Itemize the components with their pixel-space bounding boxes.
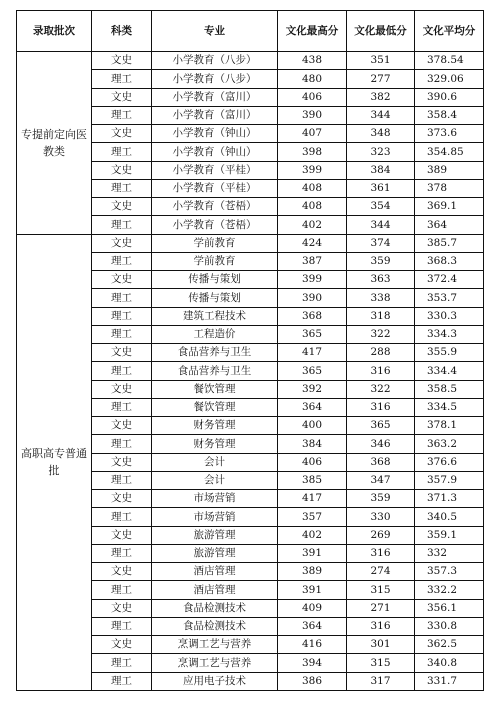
avg-score-cell: 357.3 xyxy=(415,563,484,581)
major-cell: 小学教育（苍梧） xyxy=(152,198,278,216)
min-score-cell: 277 xyxy=(347,70,415,88)
major-cell: 学前教育 xyxy=(152,252,278,270)
avg-score-cell: 378.1 xyxy=(415,417,484,435)
subject-category-cell: 理工 xyxy=(92,672,152,690)
max-score-cell: 480 xyxy=(278,70,347,88)
subject-category-cell: 理工 xyxy=(92,581,152,599)
max-score-cell: 391 xyxy=(278,581,347,599)
min-score-cell: 323 xyxy=(347,143,415,161)
major-cell: 餐饮管理 xyxy=(152,398,278,416)
min-score-cell: 315 xyxy=(347,654,415,672)
avg-score-cell: 329.06 xyxy=(415,70,484,88)
major-cell: 小学教育（富川） xyxy=(152,106,278,124)
major-cell: 酒店管理 xyxy=(152,563,278,581)
major-cell: 小学教育（钟山） xyxy=(152,125,278,143)
min-score-cell: 301 xyxy=(347,636,415,654)
avg-score-cell: 334.5 xyxy=(415,398,484,416)
avg-score-cell: 389 xyxy=(415,161,484,179)
avg-score-cell: 378.54 xyxy=(415,52,484,70)
min-score-cell: 344 xyxy=(347,106,415,124)
subject-category-cell: 文史 xyxy=(92,380,152,398)
major-cell: 酒店管理 xyxy=(152,581,278,599)
avg-score-cell: 340.5 xyxy=(415,508,484,526)
avg-score-cell: 363.2 xyxy=(415,435,484,453)
min-score-cell: 347 xyxy=(347,471,415,489)
max-score-cell: 406 xyxy=(278,453,347,471)
max-score-cell: 365 xyxy=(278,325,347,343)
major-cell: 小学教育（富川） xyxy=(152,88,278,106)
max-score-cell: 390 xyxy=(278,289,347,307)
avg-score-cell: 368.3 xyxy=(415,252,484,270)
subject-category-cell: 文史 xyxy=(92,490,152,508)
batch-cell: 专提前定向医教类 xyxy=(17,52,92,235)
min-score-cell: 315 xyxy=(347,581,415,599)
min-score-cell: 363 xyxy=(347,271,415,289)
subject-category-cell: 理工 xyxy=(92,307,152,325)
subject-category-cell: 文史 xyxy=(92,417,152,435)
avg-score-cell: 356.1 xyxy=(415,599,484,617)
subject-category-cell: 理工 xyxy=(92,544,152,562)
avg-score-cell: 332.2 xyxy=(415,581,484,599)
subject-category-cell: 理工 xyxy=(92,362,152,380)
min-score-cell: 316 xyxy=(347,362,415,380)
subject-category-cell: 理工 xyxy=(92,654,152,672)
min-score-cell: 359 xyxy=(347,252,415,270)
subject-category-cell: 文史 xyxy=(92,198,152,216)
table-header xyxy=(17,11,484,52)
avg-score-cell: 364 xyxy=(415,216,484,234)
min-score-cell: 322 xyxy=(347,380,415,398)
major-cell: 食品检测技术 xyxy=(152,599,278,617)
min-score-cell: 354 xyxy=(347,198,415,216)
min-score-cell: 368 xyxy=(347,453,415,471)
subject-category-cell: 理工 xyxy=(92,252,152,270)
major-cell: 小学教育（八步） xyxy=(152,70,278,88)
max-score-cell: 389 xyxy=(278,563,347,581)
min-score-cell: 374 xyxy=(347,234,415,252)
max-score-cell: 364 xyxy=(278,617,347,635)
min-score-cell: 274 xyxy=(347,563,415,581)
avg-score-cell: 376.6 xyxy=(415,453,484,471)
table-row xyxy=(17,52,484,70)
min-score-cell: 330 xyxy=(347,508,415,526)
max-score-cell: 394 xyxy=(278,654,347,672)
major-cell: 食品营养与卫生 xyxy=(152,362,278,380)
max-score-cell: 409 xyxy=(278,599,347,617)
min-score-cell: 344 xyxy=(347,216,415,234)
max-score-cell: 386 xyxy=(278,672,347,690)
avg-score-cell: 334.3 xyxy=(415,325,484,343)
major-cell: 会计 xyxy=(152,471,278,489)
header-min-score: 文化最低分 xyxy=(347,11,415,52)
subject-category-cell: 文史 xyxy=(92,52,152,70)
max-score-cell: 402 xyxy=(278,216,347,234)
major-cell: 旅游管理 xyxy=(152,544,278,562)
max-score-cell: 392 xyxy=(278,380,347,398)
major-cell: 工程造价 xyxy=(152,325,278,343)
max-score-cell: 399 xyxy=(278,161,347,179)
max-score-cell: 400 xyxy=(278,417,347,435)
max-score-cell: 385 xyxy=(278,471,347,489)
max-score-cell: 416 xyxy=(278,636,347,654)
max-score-cell: 417 xyxy=(278,344,347,362)
max-score-cell: 364 xyxy=(278,398,347,416)
major-cell: 旅游管理 xyxy=(152,526,278,544)
max-score-cell: 438 xyxy=(278,52,347,70)
max-score-cell: 365 xyxy=(278,362,347,380)
max-score-cell: 407 xyxy=(278,125,347,143)
max-score-cell: 408 xyxy=(278,179,347,197)
major-cell: 小学教育（钟山） xyxy=(152,143,278,161)
subject-category-cell: 文史 xyxy=(92,344,152,362)
avg-score-cell: 354.85 xyxy=(415,143,484,161)
subject-category-cell: 文史 xyxy=(92,453,152,471)
subject-category-cell: 文史 xyxy=(92,234,152,252)
avg-score-cell: 358.5 xyxy=(415,380,484,398)
avg-score-cell: 332 xyxy=(415,544,484,562)
subject-category-cell: 理工 xyxy=(92,289,152,307)
avg-score-cell: 355.9 xyxy=(415,344,484,362)
major-cell: 市场营销 xyxy=(152,490,278,508)
avg-score-cell: 369.1 xyxy=(415,198,484,216)
min-score-cell: 351 xyxy=(347,52,415,70)
max-score-cell: 384 xyxy=(278,435,347,453)
min-score-cell: 348 xyxy=(347,125,415,143)
max-score-cell: 417 xyxy=(278,490,347,508)
max-score-cell: 387 xyxy=(278,252,347,270)
major-cell: 学前教育 xyxy=(152,234,278,252)
major-cell: 烹调工艺与营养 xyxy=(152,654,278,672)
major-cell: 应用电子技术 xyxy=(152,672,278,690)
avg-score-cell: 331.7 xyxy=(415,672,484,690)
subject-category-cell: 理工 xyxy=(92,106,152,124)
max-score-cell: 424 xyxy=(278,234,347,252)
subject-category-cell: 理工 xyxy=(92,179,152,197)
major-cell: 传播与策划 xyxy=(152,289,278,307)
subject-category-cell: 文史 xyxy=(92,125,152,143)
min-score-cell: 269 xyxy=(347,526,415,544)
min-score-cell: 318 xyxy=(347,307,415,325)
avg-score-cell: 353.7 xyxy=(415,289,484,307)
major-cell: 小学教育（八步） xyxy=(152,52,278,70)
major-cell: 烹调工艺与营养 xyxy=(152,636,278,654)
major-cell: 会计 xyxy=(152,453,278,471)
avg-score-cell: 330.8 xyxy=(415,617,484,635)
max-score-cell: 408 xyxy=(278,198,347,216)
major-cell: 财务管理 xyxy=(152,435,278,453)
max-score-cell: 398 xyxy=(278,143,347,161)
subject-category-cell: 文史 xyxy=(92,526,152,544)
major-cell: 小学教育（苍梧） xyxy=(152,216,278,234)
max-score-cell: 399 xyxy=(278,271,347,289)
min-score-cell: 365 xyxy=(347,417,415,435)
subject-category-cell: 文史 xyxy=(92,271,152,289)
avg-score-cell: 390.6 xyxy=(415,88,484,106)
avg-score-cell: 334.4 xyxy=(415,362,484,380)
header-major: 专业 xyxy=(152,11,278,52)
avg-score-cell: 358.4 xyxy=(415,106,484,124)
avg-score-cell: 385.7 xyxy=(415,234,484,252)
subject-category-cell: 理工 xyxy=(92,216,152,234)
min-score-cell: 322 xyxy=(347,325,415,343)
avg-score-cell: 359.1 xyxy=(415,526,484,544)
min-score-cell: 317 xyxy=(347,672,415,690)
min-score-cell: 361 xyxy=(347,179,415,197)
avg-score-cell: 357.9 xyxy=(415,471,484,489)
major-cell: 餐饮管理 xyxy=(152,380,278,398)
subject-category-cell: 文史 xyxy=(92,88,152,106)
min-score-cell: 288 xyxy=(347,344,415,362)
major-cell: 建筑工程技术 xyxy=(152,307,278,325)
subject-category-cell: 理工 xyxy=(92,471,152,489)
avg-score-cell: 372.4 xyxy=(415,271,484,289)
min-score-cell: 271 xyxy=(347,599,415,617)
subject-category-cell: 文史 xyxy=(92,161,152,179)
table-row xyxy=(17,234,484,252)
header-subject-category: 科类 xyxy=(92,11,152,52)
subject-category-cell: 文史 xyxy=(92,636,152,654)
avg-score-cell: 371.3 xyxy=(415,490,484,508)
min-score-cell: 316 xyxy=(347,544,415,562)
major-cell: 食品营养与卫生 xyxy=(152,344,278,362)
max-score-cell: 357 xyxy=(278,508,347,526)
subject-category-cell: 理工 xyxy=(92,143,152,161)
max-score-cell: 406 xyxy=(278,88,347,106)
avg-score-cell: 340.8 xyxy=(415,654,484,672)
max-score-cell: 390 xyxy=(278,106,347,124)
avg-score-cell: 362.5 xyxy=(415,636,484,654)
min-score-cell: 346 xyxy=(347,435,415,453)
major-cell: 市场营销 xyxy=(152,508,278,526)
max-score-cell: 391 xyxy=(278,544,347,562)
max-score-cell: 368 xyxy=(278,307,347,325)
header-avg-score: 文化平均分 xyxy=(415,11,484,52)
subject-category-cell: 理工 xyxy=(92,617,152,635)
min-score-cell: 359 xyxy=(347,490,415,508)
min-score-cell: 382 xyxy=(347,88,415,106)
subject-category-cell: 理工 xyxy=(92,325,152,343)
major-cell: 传播与策划 xyxy=(152,271,278,289)
subject-category-cell: 理工 xyxy=(92,435,152,453)
min-score-cell: 316 xyxy=(347,398,415,416)
min-score-cell: 316 xyxy=(347,617,415,635)
subject-category-cell: 理工 xyxy=(92,70,152,88)
avg-score-cell: 373.6 xyxy=(415,125,484,143)
admission-score-table xyxy=(16,10,484,691)
subject-category-cell: 文史 xyxy=(92,563,152,581)
avg-score-cell: 378 xyxy=(415,179,484,197)
header-row xyxy=(17,11,484,52)
min-score-cell: 338 xyxy=(347,289,415,307)
major-cell: 小学教育（平桂） xyxy=(152,179,278,197)
min-score-cell: 384 xyxy=(347,161,415,179)
table-body xyxy=(17,52,484,691)
subject-category-cell: 文史 xyxy=(92,599,152,617)
avg-score-cell: 330.3 xyxy=(415,307,484,325)
batch-cell: 高职高专普通批 xyxy=(17,234,92,690)
subject-category-cell: 理工 xyxy=(92,398,152,416)
subject-category-cell: 理工 xyxy=(92,508,152,526)
major-cell: 财务管理 xyxy=(152,417,278,435)
major-cell: 小学教育（平桂） xyxy=(152,161,278,179)
major-cell: 食品检测技术 xyxy=(152,617,278,635)
header-batch: 录取批次 xyxy=(17,11,92,52)
max-score-cell: 402 xyxy=(278,526,347,544)
header-max-score: 文化最高分 xyxy=(278,11,347,52)
